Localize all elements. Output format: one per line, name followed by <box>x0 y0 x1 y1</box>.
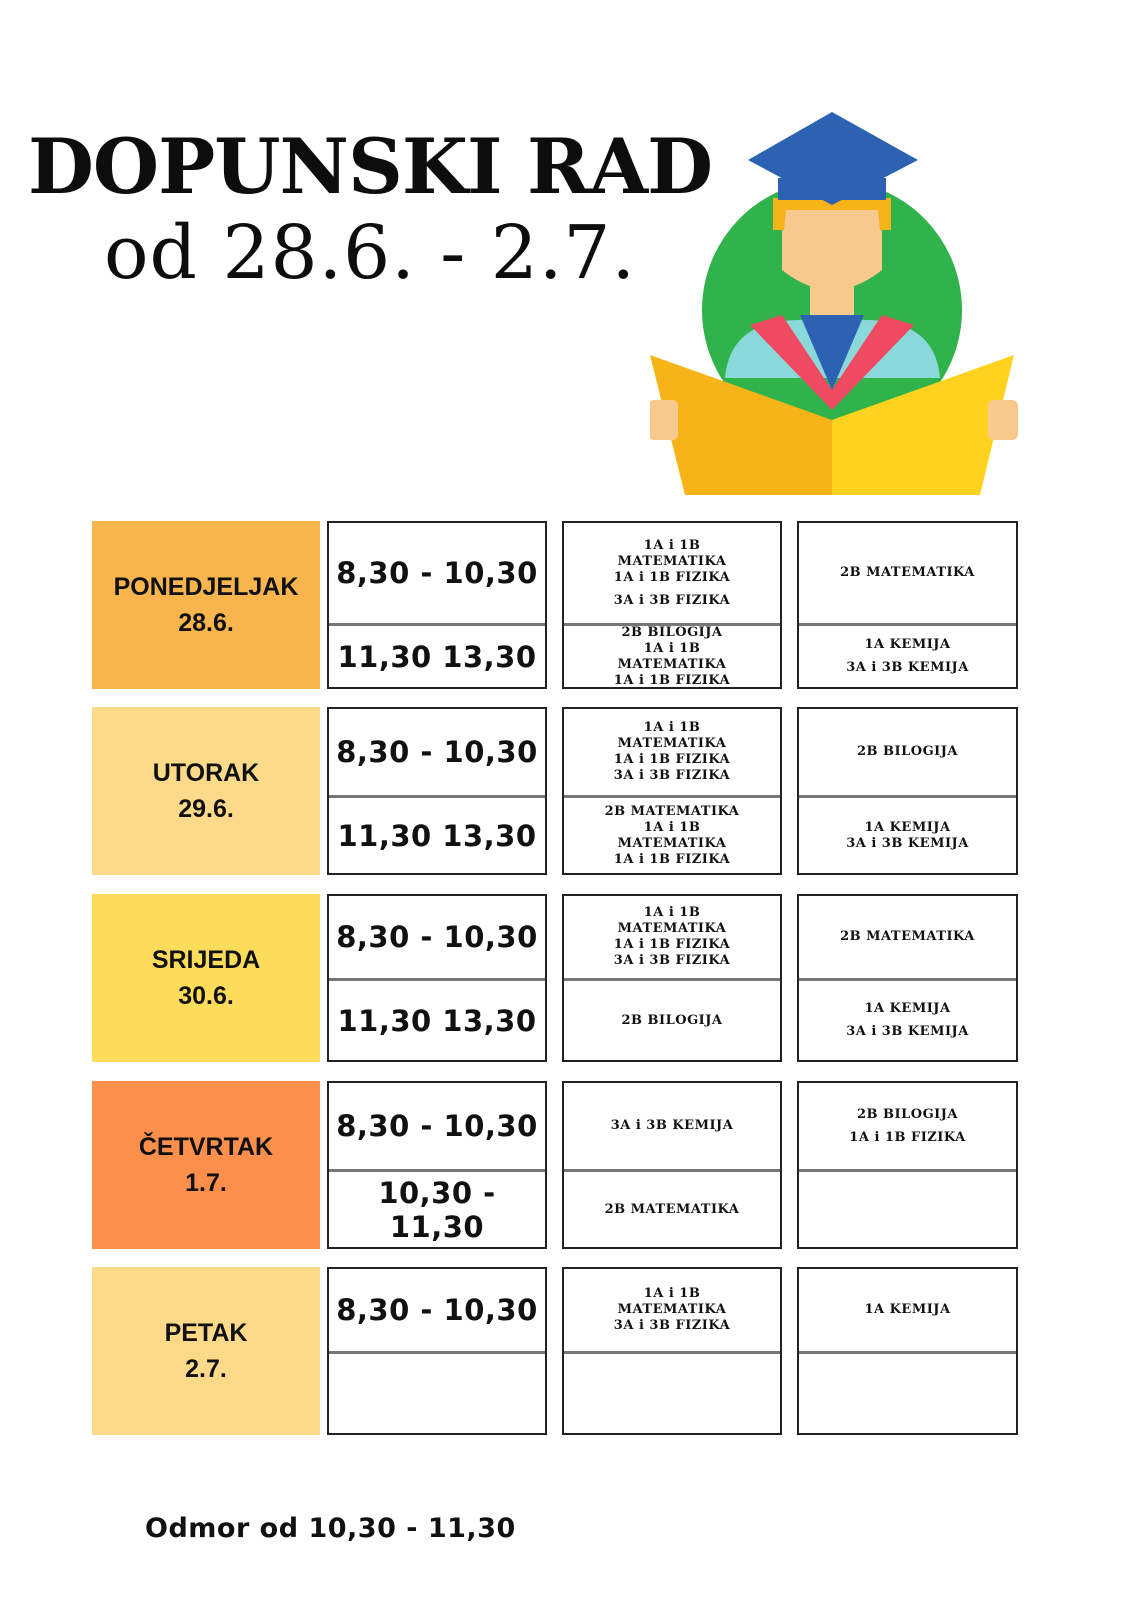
day-name: PONEDJELJAK <box>113 573 299 601</box>
schedule-column-0 <box>327 707 547 875</box>
subject-line: 1A i 1B FIZIKA <box>613 672 731 688</box>
subjects-slot-1 <box>564 709 780 795</box>
subject-line: 2B BILOGIJA <box>621 1012 723 1028</box>
time-slot-1: 8,30 - 10,30 <box>336 920 538 954</box>
subject-line: 3A i 3B KEMIJA <box>846 660 969 675</box>
time-slot-1: 8,30 - 10,30 <box>336 1109 538 1143</box>
subject-line: 1A i 1B FIZIKA <box>613 752 731 767</box>
subjects-slot-2 <box>799 981 1016 1060</box>
time-slot-1: 8,30 - 10,30 <box>336 1293 538 1327</box>
day-date: 1.7. <box>185 1169 227 1197</box>
subjects-slot-2 <box>564 981 780 1060</box>
day-label-2 <box>92 894 320 1062</box>
subjects-slot-1 <box>799 1269 1016 1351</box>
time-slot-2: 10,30 - 11,30 <box>378 1175 496 1244</box>
schedule-column-1 <box>562 894 782 1062</box>
day-date: 29.6. <box>178 795 234 823</box>
graduate-reading-book-icon <box>650 110 1050 510</box>
subject-line: 1A i 1B <box>643 720 701 735</box>
subjects-slot-1 <box>564 1269 780 1351</box>
day-date: 30.6. <box>178 982 234 1010</box>
day-date: 2.7. <box>185 1355 227 1383</box>
subjects-slot-1 <box>564 1083 780 1169</box>
schedule-column-2 <box>797 894 1018 1062</box>
subjects-slot-1 <box>799 523 1016 623</box>
day-name: PETAK <box>164 1319 248 1347</box>
subjects-slot-1 <box>799 709 1016 795</box>
subject-line: 1A i 1B <box>643 819 701 835</box>
schedule-column-2 <box>797 521 1018 689</box>
subject-line: 3A i 3B FIZIKA <box>613 1318 731 1333</box>
subjects-slot-2 <box>799 798 1016 873</box>
day-name: UTORAK <box>152 759 260 787</box>
subject-line: MATEMATIKA <box>617 921 727 936</box>
subjects-slot-2 <box>564 1172 780 1247</box>
day-label-0 <box>92 521 320 689</box>
day-name: SRIJEDA <box>151 946 261 974</box>
subject-line: 1A i 1B FIZIKA <box>613 851 731 867</box>
schedule-column-2 <box>797 1081 1018 1249</box>
subject-line: 1A KEMIJA <box>864 1302 951 1317</box>
subjects-slot-2 <box>799 1354 1016 1433</box>
subject-line: 3A i 3B FIZIKA <box>613 592 731 608</box>
subject-line: 2B BILOGIJA <box>621 624 723 640</box>
subjects-slot-2 <box>564 1354 780 1433</box>
subject-line: 1A KEMIJA <box>864 637 951 652</box>
subject-line: 1A i 1B <box>643 1286 701 1301</box>
schedule-column-1 <box>562 521 782 689</box>
subject-line: 2B MATEMATIKA <box>840 565 975 580</box>
schedule-column-1 <box>562 1267 782 1435</box>
subjects-slot-2 <box>799 626 1016 687</box>
subjects-slot-2 <box>564 626 780 687</box>
subject-line: 2B MATEMATIKA <box>604 1201 740 1217</box>
subject-line: 1A KEMIJA <box>864 1001 951 1016</box>
time-slot-2 <box>329 1354 545 1433</box>
subject-line: 2B BILOGIJA <box>856 1106 958 1122</box>
subject-line: 3A i 3B KEMIJA <box>846 835 969 851</box>
subject-line: 1A i 1B <box>643 905 701 920</box>
schedule-column-2 <box>797 1267 1018 1435</box>
time-slot-2: 11,30 13,30 <box>337 639 537 674</box>
subject-line: 3A i 3B FIZIKA <box>613 768 731 783</box>
day-label-3 <box>92 1081 320 1249</box>
subject-line: MATEMATIKA <box>617 835 727 851</box>
subject-line: MATEMATIKA <box>617 656 727 672</box>
time-slot-1: 8,30 - 10,30 <box>336 556 538 590</box>
subject-line: 1A i 1B <box>643 537 701 553</box>
schedule-column-0 <box>327 1267 547 1435</box>
subject-line: 1A KEMIJA <box>864 819 951 835</box>
day-date: 28.6. <box>178 609 234 637</box>
time-slot-1: 8,30 - 10,30 <box>336 735 538 769</box>
schedule-column-2 <box>797 707 1018 875</box>
subject-line: 3A i 3B KEMIJA <box>846 1024 969 1039</box>
subject-line: 1A i 1B FIZIKA <box>849 1129 966 1145</box>
subject-line: 1A i 1B FIZIKA <box>613 937 731 952</box>
schedule-column-1 <box>562 707 782 875</box>
subject-line: 3A i 3B KEMIJA <box>610 1118 734 1133</box>
subject-line: 2B MATEMATIKA <box>840 929 975 944</box>
subjects-slot-1 <box>799 896 1016 978</box>
schedule-column-0 <box>327 1081 547 1249</box>
schedule-column-0 <box>327 894 547 1062</box>
time-slot-2: 11,30 13,30 <box>337 1003 537 1038</box>
title-line-2: od 28.6. - 2.7. <box>104 210 636 296</box>
subject-line: MATEMATIKA <box>617 1302 727 1317</box>
subjects-slot-2 <box>799 1172 1016 1247</box>
title-line-1: DOPUNSKI RAD <box>28 122 712 211</box>
subject-line: 2B BILOGIJA <box>856 744 958 759</box>
subject-line: MATEMATIKA <box>617 553 727 569</box>
day-name: ČETVRTAK <box>138 1133 274 1161</box>
break-note: Odmor od 10,30 - 11,30 <box>145 1513 516 1544</box>
time-slot-2: 11,30 13,30 <box>337 818 537 853</box>
schedule-column-1 <box>562 1081 782 1249</box>
subjects-slot-2 <box>564 798 780 873</box>
subject-line: 1A i 1B <box>643 640 701 656</box>
subjects-slot-1 <box>799 1083 1016 1169</box>
day-label-4 <box>92 1267 320 1435</box>
subject-line: MATEMATIKA <box>617 736 727 751</box>
subjects-slot-1 <box>564 523 780 623</box>
subjects-slot-1 <box>564 896 780 978</box>
subject-line: 1A i 1B FIZIKA <box>613 569 731 585</box>
subject-line: 3A i 3B FIZIKA <box>613 953 731 968</box>
day-label-1 <box>92 707 320 875</box>
schedule-column-0 <box>327 521 547 689</box>
subject-line: 2B MATEMATIKA <box>604 803 740 819</box>
